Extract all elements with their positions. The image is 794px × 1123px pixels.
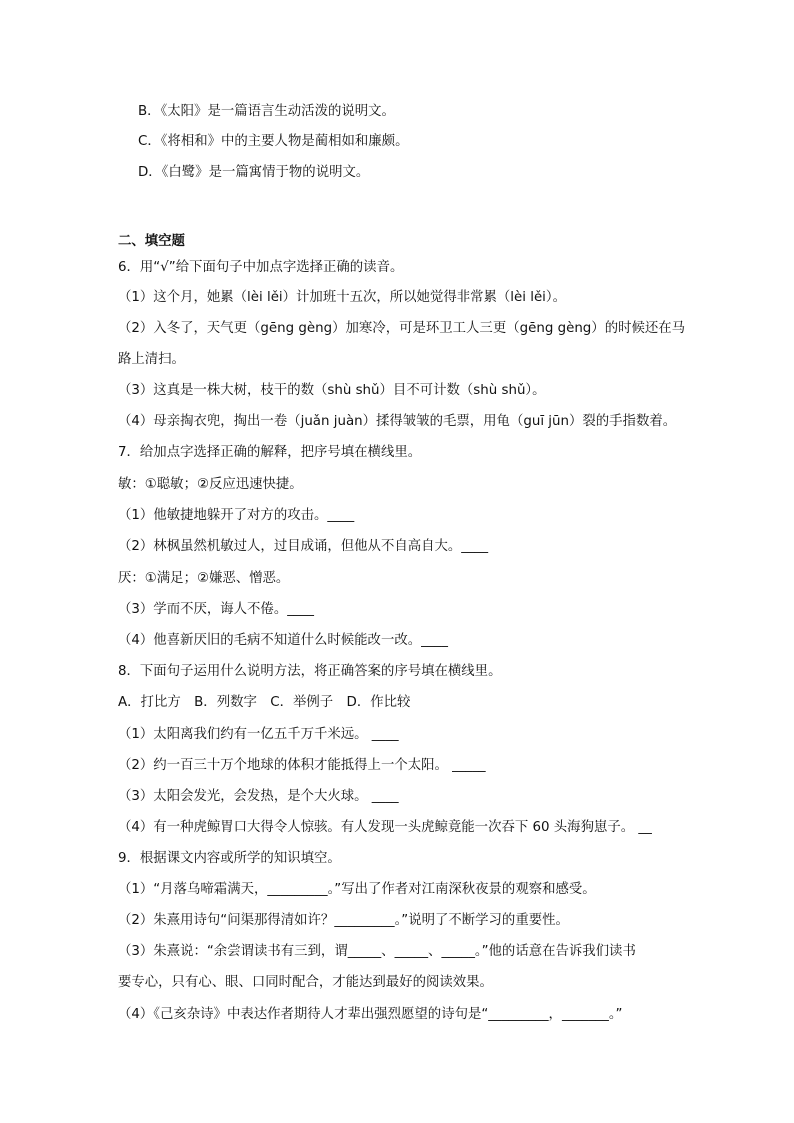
question-9-stem: 9．根据课文内容或所学的知识填空。 [118,851,341,866]
question-7-def-yan: 厌：①满足；②嫌恶、憎恶。 [118,571,290,586]
option-d: D．《白鹭》是一篇寓情于物的说明文。 [138,165,370,180]
question-6-item-2-cont: 路上清扫。 [118,352,185,367]
question-6-item-2: （2）入冬了，天气更（gēng gèng）加寒冷，可是环卫工人三更（gēng gèng）的时候还在马 [118,321,686,336]
question-9-item-4: （4）《己亥杂诗》中表达作者期待人才辈出强烈愿望的诗句是“_________，_______。” [118,1007,623,1022]
question-8-item-1: （1）太阳离我们约有一亿五千万千米远。 ____ [118,727,399,742]
question-6-stem: 6．用“√”给下面句子中加点字选择正确的读音。 [118,260,404,275]
question-6-item-3: （3）这真是一株大树，枝干的数（shù shǔ）目不可计数（shù shǔ）。 [118,383,546,398]
option-c: C．《将相和》中的主要人物是蔺相如和廉颇。 [138,134,409,149]
question-8-item-2: （2）约一百三十万个地球的体积才能抵得上一个太阳。 _____ [118,758,486,773]
question-7-item-2: （2）林枫虽然机敏过人，过目成诵，但他从不自高自大。____ [118,539,489,554]
question-9-item-3-cont: 要专心，只有心、眼、口同时配合，才能达到最好的阅读效果。 [118,975,493,990]
question-7-stem: 7．给加点字选择正确的解释，把序号填在横线里。 [118,445,422,460]
question-8-options: A．打比方 B．列数字 C．举例子 D．作比较 [118,695,411,710]
question-7-def-min: 敏：①聪敏；②反应迅速快捷。 [118,477,303,492]
question-6-item-1: （1）这个月，她累（lèi lěi）计加班十五次，所以她觉得非常累（lèi lěi）。 [118,290,566,305]
question-8-item-3: （3）太阳会发光，会发热，是个大火球。 ____ [118,789,399,804]
question-7-item-3: （3）学而不厌，诲人不倦。____ [118,602,314,617]
option-b: B．《太阳》是一篇语言生动活泼的说明文。 [138,104,395,119]
question-6-item-4: （4）母亲掏衣兜，掏出一卷（juǎn juàn）揉得皱皱的毛票，用龟（guī jūn）裂的手指数着。 [118,414,677,429]
section-title: 二、填空题 [118,234,185,249]
question-8-stem: 8．下面句子运用什么说明方法，将正确答案的序号填在横线里。 [118,664,502,679]
question-7-item-1: （1）他敏捷地躲开了对方的攻击。____ [118,508,355,523]
question-9-item-1: （1）“月落乌啼霜满天，_________。”写出了作者对江南深秋夜景的观察和感受。 [118,882,596,897]
question-9-item-2: （2）朱熹用诗句“问渠那得清如许？_________。”说明了不断学习的重要性。 [118,913,569,928]
question-9-item-3: （3）朱熹说：“余尝谓读书有三到，谓_____、_____、_____。”他的话意在告诉我们读书 [118,944,636,959]
question-8-item-4: （4）有一种虎鲸胃口大得令人惊骇。有人发现一头虎鲸竟能一次吞下 60 头海狗崽子。 __ [118,820,652,835]
question-7-item-4: （4）他喜新厌旧的毛病不知道什么时候能改一改。____ [118,633,448,648]
